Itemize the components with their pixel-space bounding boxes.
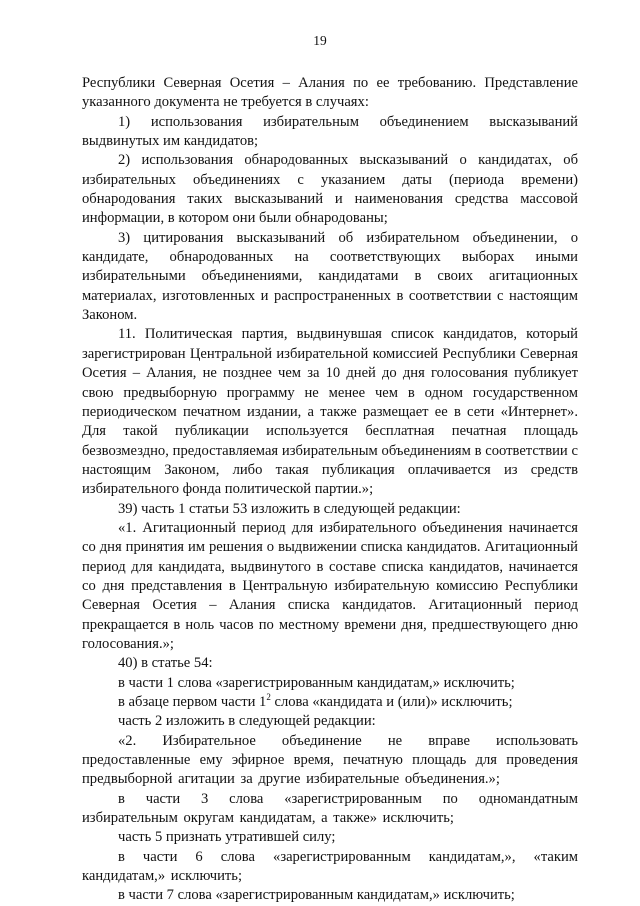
paragraph-part-1-2-text-after: слова «кандидата и (или)» исключить; (270, 694, 513, 710)
paragraph-article-54-part-2: «2. Избирательное объединение не вправе использовать предоставленные ему эфирное время, печатную площадь для проведения предвыборной агитации за другие избирательные объединения.»; (82, 732, 578, 788)
paragraph-part-3-edit: в части 3 слова «зарегистрированным по одномандатным избирательным округам кандидатам, а также» исключить; (82, 790, 578, 827)
document-body (82, 74, 578, 906)
paragraph-article-53-part-1: «1. Агитационный период для избирательного объединения начинается со дня принятия им решения о выдвижении списка кандидатов. Агитационный период для кандидата, выдвинутого в составе списка кандидатов, начинается со дня представления в Центральную избирательную комиссию Республики Северная Осетия – Алания списка кандидатов. Агитационный период прекращается в ноль часов по местному времени дня, предшествующего дню голосования.»; (82, 519, 578, 652)
paragraph-part-1-2-text-before: в абзаце первом части 1 (118, 694, 267, 710)
paragraph-item-3: 3) цитирования высказываний об избирательном объединении, о кандидате, обнародованных на соответствующих выборах иными избирательными объединениями, кандидатами в своих агитационных материалах, изготовленных и распространенных в соответствии с настоящим Законом. (82, 229, 578, 324)
paragraph-item-1: 1) использования избирательным объединением высказываний выдвинутых им кандидатов; (82, 113, 578, 150)
paragraph-part-5-edit: часть 5 признать утратившей силу; (118, 829, 336, 846)
paragraph-intro: Республики Северная Осетия – Алания по ее требованию. Представление указанного документа не требуется в случаях: (82, 75, 578, 111)
paragraph-amendment-39: 39) часть 1 статьи 53 изложить в следующей редакции: (118, 500, 461, 517)
page-number: 19 (313, 33, 327, 48)
paragraph-part-7-edit: в части 7 слова «зарегистрированным кандидатам,» исключить; (118, 887, 515, 904)
paragraph-part-1-2-edit (82, 693, 578, 712)
paragraph-item-2: 2) использования обнародованных высказываний о кандидатах, об избирательных объединениях с указанием даты (периода времени) обнародования таких высказываний и наименования средства массовой информации, в котором они были обнародованы; (82, 152, 578, 227)
superscript-index: 2 (266, 692, 271, 703)
paragraph-part-11: 11. Политическая партия, выдвинувшая список кандидатов, который зарегистрирован Центральной избирательной комиссией Республики Северная Осетия – Алания, не позднее чем за 10 дней до дня голосования публикует свою предвыборную программу не менее чем в одном государственном периодическом печатном издании, а также размещает ее в сети «Интернет». Для такой публикации используется бесплатная печатная площадь безвозмездно, предоставляемая избирательным объединениям в соответствии с настоящим Законом, либо такая публикация оплачивается из средств избирательного фонда политической партии.»; (82, 326, 578, 498)
paragraph-part-2-intro: часть 2 изложить в следующей редакции: (118, 713, 376, 730)
paragraph-part-6-edit: в части 6 слова «зарегистрированным кандидатам,», «таким кандидатам,» исключить; (82, 848, 578, 885)
paragraph-amendment-40: 40) в статье 54: (118, 655, 213, 672)
paragraph-part-1-edit: в части 1 слова «зарегистрированным кандидатам,» исключить; (118, 674, 515, 691)
